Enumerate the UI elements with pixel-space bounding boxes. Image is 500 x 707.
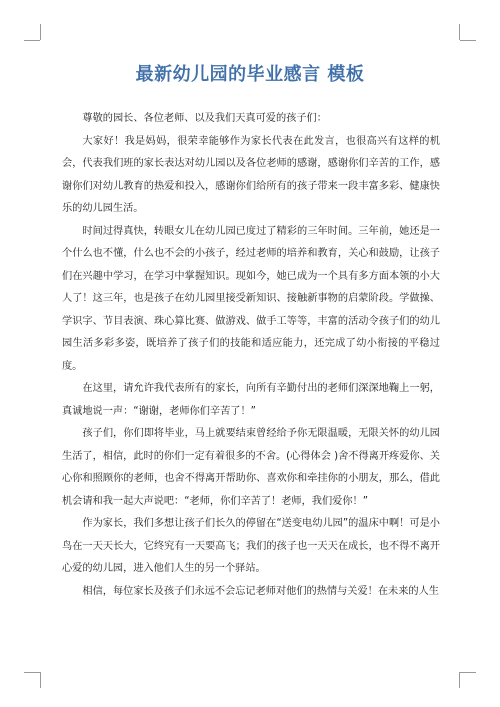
crop-mark-top-left	[40, 24, 41, 40]
paragraph: 在这里，请允许我代表所有的家长，向所有辛勤付出的老师们深深地鞠上一躬，真诚地说一声：“谢谢，老师你们辛苦了！”	[62, 383, 440, 417]
paragraph: 大家好！我是妈妈，很荣幸能够作为家长代表在此发言，也很高兴有这样的机会，代表我们班的家长表达对幼儿园以及各位老师的感谢，感谢你们辛苦的工作，感谢你们对幼儿教育的热爱和投入，感谢你们给所有的孩子带来一段丰富多彩、健康快乐的幼儿园生活。	[62, 135, 440, 214]
crop-mark-top-right	[460, 40, 476, 41]
document-title: 最新幼儿园的毕业感言 模板	[135, 64, 365, 85]
crop-mark-top-left	[24, 40, 40, 41]
paragraph-salutation: 尊敬的园长、各位老师、以及我们天真可爱的孩子们：	[82, 113, 327, 124]
paragraph: 作为家长，我们多想让孩子们长久的停留在“送变电幼儿园”的温床中啊！可是小鸟在一天天长大，它终究有一天要高飞；我们的孩子也一天天在成长，也不得不离开心爱的幼儿园，进入他们人生的另一个驿站。	[62, 518, 440, 574]
crop-mark-top-right	[459, 24, 460, 40]
document-body	[62, 108, 440, 603]
paragraph: 相信，每位家长及孩子们永远不会忘记老师对他们的热情与关爱！在未来的人生	[82, 585, 439, 597]
paragraph: 时间过得真快，转眼女儿在幼儿园已度过了精彩的三年时间。三年前，她还是一个什么也不懂，什么也不会的小孩子，经过老师的培养和教育，关心和鼓励，让孩子们在兴趣中学习，在学习中掌握知识。现如今，她已成为一个具有多方面本领的小大人了！这三年，也是孩子在幼儿园里接受新知识、接触新事物的启蒙阶段。学做操、学识字、节目表演、珠心算比赛、做游戏、做手工等等，丰富的活动令孩子们的幼儿园生活多彩多姿，既培养了孩子们的技能和适应能力，还完成了幼小衔接的平稳过度。	[62, 225, 440, 372]
paragraph: 孩子们，你们即将毕业，马上就要结束曾经给予你无限温暖，无限关怀的幼儿园生活了，相信，此时的你们一定有着很多的不舍。(心得体会 )舍不得离开疼爱你、关心你和照顾你的老师，也舍不得离开帮助你、喜欢你和牵挂你的小朋友，那么，借此机会请和我一起大声说吧：“老师，你们辛苦了！老师，我们爱你！”	[62, 428, 440, 507]
crop-mark-bottom-right	[460, 672, 476, 673]
crop-mark-bottom-left	[24, 672, 40, 673]
crop-mark-bottom-left	[40, 672, 41, 688]
crop-mark-bottom-right	[459, 672, 460, 688]
